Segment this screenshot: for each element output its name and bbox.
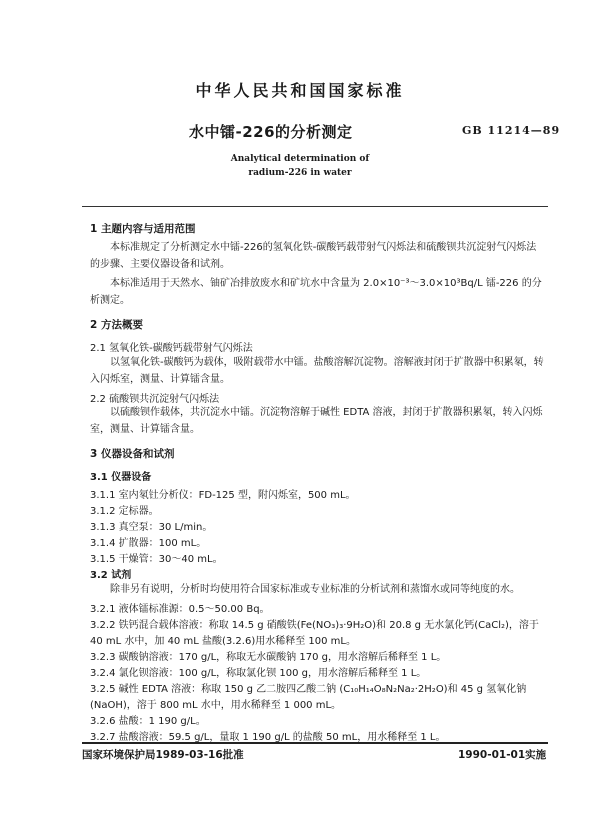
- list-item: 3.2.1 液体镭标准源：0.5～50.00 Bq。: [90, 604, 270, 615]
- subsection-2-1-heading: 2.1 氢氧化铁-碳酸钙载带射气闪烁法: [90, 343, 253, 354]
- standard-code: GB 11214—89: [462, 124, 561, 137]
- list-item: 3.2.2 铁钙混合载体溶液：称取 14.5 g 硝酸铁(Fe(NO₃)₃·9H₂O)和 20.8 g 无水氯化钙(CaCl₂)，溶于: [90, 620, 539, 631]
- list-item: 3.1.4 扩散器：100 mL。: [90, 538, 207, 549]
- approval-statement: 国家环境保护局1989-03-16批准: [82, 749, 244, 761]
- list-item: 3.2.3 碳酸钠溶液：170 g/L，称取无水碳酸钠 170 g，用水溶解后稀释至 1 L。: [90, 652, 447, 663]
- national-standard-header: 中华人民共和国国家标准: [195, 81, 405, 100]
- section-2-heading: 2 方法概要: [90, 319, 143, 331]
- document-title: 水中镭-226的分析测定: [189, 123, 353, 141]
- list-item: 3.1.5 干燥管：30～40 mL。: [90, 554, 223, 565]
- subsection-2-1-paragraph: 以氢氧化铁-碳酸钙为载体，吸附载带水中镭。盐酸溶解沉淀物。溶解液封闭于扩散器中积累氡，转入闪烁室，测量、计算镭含量。: [90, 357, 544, 385]
- subsection-3-2-paragraph: 除非另有说明，分析时均使用符合国家标准或专业标准的分析试剂和蒸馏水或同等纯度的水。: [110, 584, 520, 595]
- subsection-3-2-heading: 3.2 试剂: [90, 570, 132, 581]
- list-item: 3.2.6 盐酸：1 190 g/L。: [90, 716, 206, 727]
- effective-date: 1990-01-01实施: [458, 749, 547, 761]
- section-3-heading: 3 仪器设备和试剂: [90, 448, 175, 460]
- section-1-paragraph-1: 本标准规定了分析测定水中镭-226的氢氧化铁-碳酸钙载带射气闪烁法和硫酸钡共沉淀射气闪烁法的步骤、主要仪器设备和试剂。: [90, 242, 537, 270]
- list-item: 3.1.1 室内氡钍分析仪：FD-125 型，附闪烁室，500 mL。: [90, 490, 356, 501]
- footer-divider: [82, 742, 548, 744]
- list-item: 3.1.2 定标器。: [90, 506, 159, 517]
- subsection-3-1-heading: 3.1 仪器设备: [90, 472, 152, 483]
- list-item: 3.2.5 碱性 EDTA 溶液：称取 150 g 乙二胺四乙酸二钠 (C₁₀H₁₄O₈N₂Na₂·2H₂O)和 45 g 氢氧化钠: [90, 684, 527, 695]
- section-1-paragraph-2: 本标准适用于天然水、铀矿冶排放废水和矿坑水中含量为 2.0×10⁻³～3.0×10³Bq/L 镭-226 的分析测定。: [90, 278, 542, 306]
- list-item: 3.2.4 氯化钡溶液：100 g/L，称取氯化钡 100 g，用水溶解后稀释至 1 L。: [90, 668, 427, 679]
- english-title-line-2: radium-226 in water: [248, 168, 352, 178]
- english-title-line-1: Analytical determination of: [230, 154, 370, 164]
- subsection-2-2-heading: 2.2 硫酸钡共沉淀射气闪烁法: [90, 394, 220, 405]
- list-item: 3.1.3 真空泵：30 L/min。: [90, 522, 213, 533]
- list-item: 3.2.7 盐酸溶液：59.5 g/L，量取 1 190 g/L 的盐酸 50 mL，用水稀释至 1 L。: [90, 732, 446, 743]
- list-item-continuation: 40 mL 水中，加 40 mL 盐酸(3.2.6)用水稀释至 100 mL。: [90, 636, 356, 647]
- subsection-2-2-paragraph: 以硫酸钡作载体，共沉淀水中镭。沉淀物溶解于碱性 EDTA 溶液，封闭于扩散器积累氡，转入闪烁室，测量、计算镭含量。: [90, 407, 543, 435]
- section-1-heading: 1 主题内容与适用范围: [90, 223, 196, 235]
- header-divider: [82, 206, 548, 207]
- list-item-continuation: (NaOH)，溶于 800 mL 水中，用水稀释至 1 000 mL。: [90, 700, 342, 711]
